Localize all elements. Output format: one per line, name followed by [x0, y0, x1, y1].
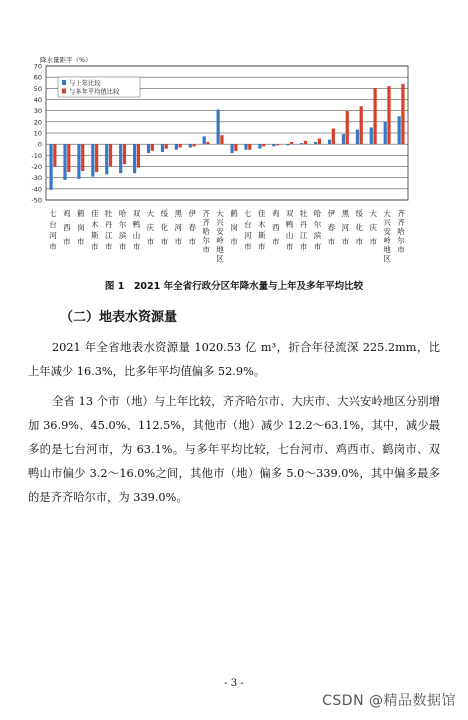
x-tick-label: 区	[216, 254, 224, 263]
x-tick-label: 江	[299, 231, 308, 240]
x-tick-label: 鸡	[63, 209, 71, 218]
bar	[77, 144, 80, 179]
legend	[58, 77, 140, 97]
x-tick-label: 岗	[230, 223, 238, 232]
x-tick-label: 双	[285, 209, 294, 218]
y-axis-label: 降水量距平（%）	[40, 56, 92, 64]
bar	[332, 129, 335, 145]
bar	[373, 88, 376, 144]
x-tick-label: 绥	[160, 209, 169, 218]
x-tick-label: 市	[397, 245, 405, 254]
x-tick-label: 黑	[174, 209, 183, 218]
x-tick-label: 哈	[202, 227, 210, 236]
x-tick-label: 台	[244, 220, 252, 229]
bar	[151, 144, 154, 151]
y-tick-label: 40	[33, 96, 42, 104]
x-tick-label: 鸭	[285, 220, 294, 229]
x-tick-label: 河	[341, 223, 350, 232]
precipitation-anomaly-chart	[0, 0, 468, 278]
x-tick-label: 市	[77, 237, 85, 246]
bar	[384, 122, 387, 144]
y-tick-label: -40	[31, 185, 42, 194]
x-tick-label: 黑	[341, 209, 350, 218]
x-tick-label: 鸭	[132, 220, 141, 229]
bar	[220, 135, 223, 144]
y-tick-label: 0	[37, 140, 42, 149]
x-tick-label: 丹	[104, 220, 113, 229]
x-tick-label: 大	[146, 209, 155, 218]
x-tick-label: 牡	[299, 209, 308, 218]
bar	[370, 127, 373, 144]
x-tick-label: 齐	[202, 218, 210, 227]
x-tick-label: 安	[383, 227, 391, 236]
x-tick-label: 尔	[202, 236, 210, 245]
y-tick-label: 70	[33, 62, 42, 71]
x-tick-label: 市	[174, 237, 183, 246]
x-tick-label: 化	[160, 223, 169, 232]
x-tick-label: 市	[369, 237, 377, 246]
x-tick-label: 春	[327, 223, 336, 232]
x-tick-label: 台	[49, 220, 57, 229]
x-tick-label: 双	[132, 209, 141, 218]
x-tick-label: 斯	[258, 231, 266, 240]
y-tick-label: -10	[31, 151, 42, 160]
x-tick-label: 江	[104, 231, 113, 240]
bar	[119, 144, 122, 173]
x-tick-label: 庆	[146, 223, 155, 232]
bar	[262, 144, 265, 146]
x-tick-label: 地	[216, 245, 224, 254]
x-tick-label: 市	[313, 242, 322, 251]
bar	[230, 144, 233, 153]
x-tick-label: 市	[118, 242, 127, 251]
x-tick-label: 岭	[216, 236, 224, 245]
bar	[95, 144, 98, 172]
bar	[342, 134, 345, 144]
x-tick-label: 市	[285, 242, 294, 251]
x-tick-label: 尔	[397, 236, 405, 245]
x-tick-label: 西	[63, 223, 71, 232]
bar	[356, 130, 359, 145]
x-tick-label: 安	[216, 227, 224, 236]
x-tick-label: 市	[146, 237, 155, 246]
legend-swatch	[62, 89, 66, 94]
x-tick-label: 市	[160, 237, 169, 246]
x-tick-label: 大	[383, 209, 391, 218]
x-tick-label: 春	[188, 223, 196, 232]
bar	[53, 144, 56, 166]
figure-caption: 图 1 2021 年全省行政分区年降水量与上年及多年平均比较	[104, 281, 364, 292]
x-tick-label: 七	[49, 209, 57, 218]
x-tick-label: 市	[271, 237, 280, 246]
x-tick-label: 市	[63, 237, 71, 246]
x-tick-label: 鹤	[77, 209, 85, 218]
x-tick-label: 山	[285, 231, 294, 240]
y-tick-label: 50	[33, 84, 42, 93]
bar	[123, 144, 126, 164]
bar	[109, 144, 112, 166]
x-tick-label: 佳	[258, 209, 266, 218]
x-tick-label: 绥	[355, 209, 364, 218]
x-tick-label: 齐	[397, 209, 405, 218]
x-tick-label: 兴	[383, 218, 391, 227]
x-tick-label: 哈	[118, 209, 127, 218]
y-tick-label: 60	[33, 73, 42, 82]
bar	[133, 144, 136, 173]
x-tick-label: 化	[355, 223, 364, 232]
y-tick-label: 20	[33, 118, 42, 127]
bar	[192, 144, 195, 146]
x-tick-label: 哈	[313, 209, 322, 218]
x-tick-label: 西	[271, 223, 280, 232]
bar	[314, 142, 317, 144]
x-tick-label: 河	[244, 231, 252, 240]
y-tick-label: -50	[31, 196, 42, 205]
bar	[304, 141, 307, 144]
bar	[63, 144, 66, 180]
legend-label: 与多年平均值比较	[69, 88, 120, 96]
x-tick-label: 市	[188, 237, 196, 246]
bar	[401, 84, 404, 144]
x-tick-label: 河	[174, 223, 183, 232]
x-tick-label: 大	[216, 209, 224, 218]
bar	[318, 139, 321, 145]
x-tick-label: 牡	[104, 209, 113, 218]
legend-label: 与上年比较	[69, 80, 101, 87]
x-tick-label: 伊	[188, 209, 196, 218]
x-tick-label: 斯	[90, 231, 99, 240]
bar	[276, 144, 279, 145]
x-tick-label: 河	[49, 231, 57, 240]
paragraph-2: 全省 13 个市（地）与上年比较，齐齐哈尔市、大庆市、大兴安岭地区分别增加 36.9%、45.0%、112.5%，其他市（地）减少 12.2～63.1%，其中，减少最多的是七台河市，为 63.1%。与多年平均比较，七台河市、鸡西市、鹤岗市、双鸭山市偏少 3.2～16.0%之间，其他市（地）偏多 5.0～339.0%，其中偏多最多的是齐齐哈尔市，为 339.0%。	[28, 395, 440, 504]
x-tick-label: 市	[341, 237, 350, 246]
x-tick-label: 市	[104, 242, 113, 251]
bar	[258, 144, 261, 148]
bar	[272, 144, 275, 146]
x-tick-label: 庆	[369, 223, 377, 232]
paragraph-1: 2021 年全省地表水资源量 1020.53 亿 m³，折合年径流深 225.2mm，比上年减少 16.3%，比多年平均值偏多 52.9%。	[28, 341, 440, 378]
bar	[161, 144, 164, 152]
bar	[248, 144, 251, 150]
y-tick-label: 10	[33, 129, 42, 138]
x-tick-label: 区	[383, 254, 391, 263]
x-tick-label: 市	[258, 242, 266, 251]
x-tick-label: 市	[230, 237, 238, 246]
bar	[165, 144, 168, 148]
x-tick-label: 七	[244, 209, 252, 218]
x-tick-label: 岭	[383, 236, 391, 245]
x-tick-label: 鸡	[271, 209, 280, 218]
x-tick-label: 山	[132, 231, 141, 240]
x-tick-label: 兴	[216, 218, 224, 227]
x-tick-label: 哈	[397, 227, 405, 236]
bar	[346, 111, 349, 144]
x-tick-label: 市	[244, 242, 252, 251]
x-tick-label: 齐	[397, 218, 405, 227]
bar	[105, 144, 108, 174]
x-tick-label: 尔	[313, 220, 322, 229]
bar	[81, 144, 84, 171]
bar	[147, 144, 150, 153]
bar	[137, 144, 140, 167]
bar	[234, 144, 237, 151]
x-tick-label: 滨	[118, 231, 127, 240]
bar	[179, 144, 182, 147]
x-tick-label: 地	[383, 245, 391, 254]
bar	[244, 144, 247, 150]
bar	[286, 144, 289, 145]
bar	[206, 142, 209, 144]
y-tick-label: -20	[31, 163, 42, 171]
bar	[175, 144, 178, 150]
legend-swatch	[62, 80, 66, 85]
bar	[360, 106, 363, 144]
x-tick-label: 鹤	[230, 209, 238, 218]
bar	[290, 142, 293, 144]
bar	[49, 144, 52, 190]
x-tick-label: 市	[355, 237, 364, 246]
x-tick-label: 岗	[77, 223, 85, 232]
x-tick-label: 市	[202, 245, 210, 254]
x-tick-label: 木	[90, 220, 99, 229]
bar	[217, 110, 220, 145]
bar	[398, 116, 401, 144]
x-tick-label: 市	[327, 237, 336, 246]
x-tick-label: 滨	[313, 231, 322, 240]
x-tick-label: 尔	[118, 220, 127, 229]
page-number: - 3 -	[224, 678, 244, 689]
section-title: （二）地表水资源量	[60, 310, 178, 325]
bar	[189, 144, 192, 147]
bar	[203, 136, 206, 144]
x-tick-label: 市	[132, 242, 141, 251]
bar	[91, 144, 94, 176]
x-tick-label: 佳	[90, 209, 99, 218]
bar	[67, 144, 70, 172]
x-tick-label: 伊	[327, 209, 336, 218]
x-tick-label: 齐	[202, 209, 210, 218]
y-tick-label: -30	[31, 174, 42, 183]
x-tick-label: 市	[90, 242, 99, 251]
x-tick-label: 丹	[299, 220, 308, 229]
bar	[328, 140, 331, 144]
x-tick-label: 市	[49, 242, 57, 251]
x-tick-label: 木	[258, 220, 266, 229]
x-tick-label: 市	[299, 242, 308, 251]
y-tick-label: 30	[33, 107, 42, 116]
x-tick-label: 大	[369, 209, 377, 218]
bar	[300, 143, 303, 144]
bar	[387, 86, 390, 144]
watermark: CSDN @精品数据馆	[322, 693, 456, 709]
